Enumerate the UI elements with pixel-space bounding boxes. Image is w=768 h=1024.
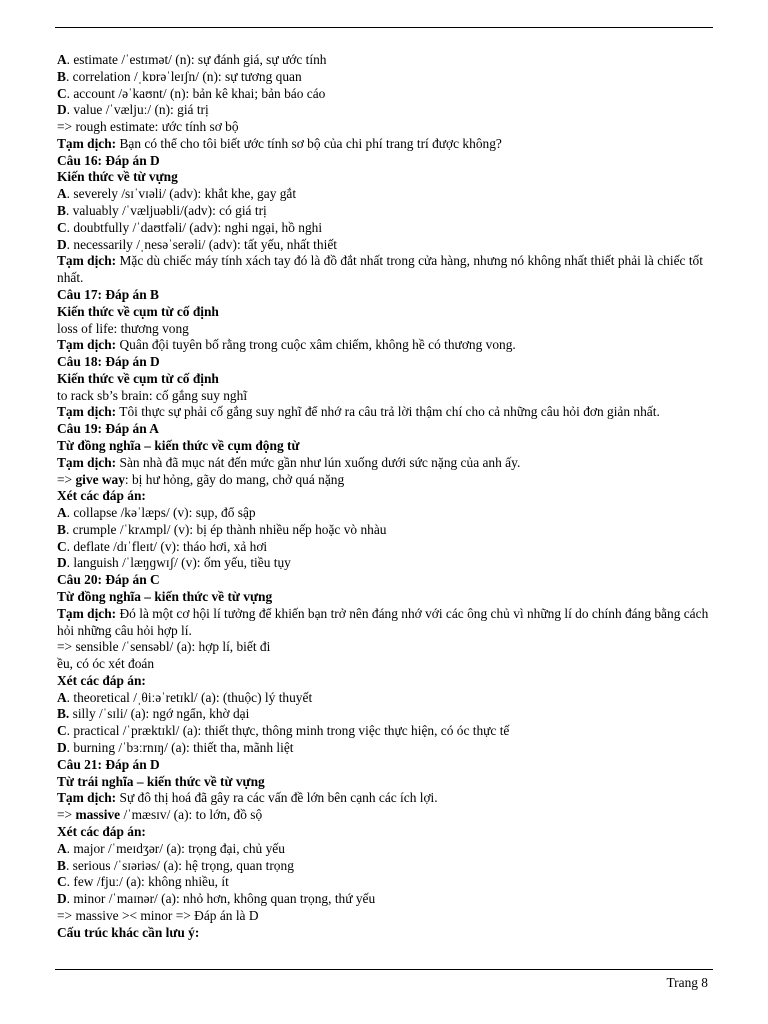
text-line (57, 388, 717, 405)
text-line (57, 237, 717, 254)
body-text: . valuably /ˈvæljuəbli/(adv): có giá trị (65, 203, 267, 219)
text-line (57, 706, 717, 723)
bold-text: Từ đồng nghĩa – kiến thức về cụm động từ (57, 437, 300, 453)
bold-text: Câu 21: Đáp án D (57, 756, 160, 772)
text-line (57, 69, 717, 86)
body-text: Quân đội tuyên bố rằng trong cuộc xâm chiếm, không hề có thương vong. (116, 337, 516, 353)
bold-text: massive (75, 807, 121, 823)
text-line (57, 539, 717, 556)
text-line (57, 472, 717, 489)
text-line (57, 790, 717, 807)
body-text: loss of life: thương vong (57, 320, 189, 336)
body-text: => rough estimate: ước tính sơ bộ (57, 119, 239, 135)
body-text: . practical /ˈpræktɪkl/ (a): thiết thực, thông minh trong việc thực hiện, có óc thực tế (66, 723, 510, 739)
body-text: silly /ˈsɪli/ (a): ngớ ngẩn, khờ dại (69, 706, 250, 722)
text-line (57, 690, 717, 707)
bold-text: Tạm dịch: (57, 790, 117, 806)
text-line (57, 354, 717, 371)
bold-text: D (57, 102, 67, 118)
body-text: => sensible /ˈsensəbl/ (a): hợp lí, biết đi (57, 639, 271, 655)
body-text: . crumple /ˈkrʌmpl/ (v): bị ép thành nhiều nếp hoặc vò nhàu (65, 521, 387, 537)
bold-text: B (57, 68, 66, 84)
text-line (57, 639, 717, 656)
bold-text: B (57, 203, 66, 219)
bold-text: C (57, 874, 67, 890)
bold-text: Câu 17: Đáp án B (57, 286, 159, 302)
text-line (57, 337, 717, 354)
text-line (57, 186, 717, 203)
body-text: . minor /ˈmaɪnər/ (a): nhỏ hơn, không quan trọng, thứ yếu (66, 891, 376, 907)
body-text: . severely /sɪˈvɪəli/ (adv): khắt khe, gay gắt (66, 186, 297, 202)
body-text: . deflate /dɪˈfleɪt/ (v): tháo hơi, xả hơi (66, 538, 268, 554)
bold-text: give way (75, 471, 125, 487)
footer-rule (55, 969, 713, 970)
text-line (57, 757, 717, 774)
text-line (57, 287, 717, 304)
body-text: Bạn có thể cho tôi biết ước tính sơ bộ của chi phí trang trí được không? (116, 135, 502, 151)
bold-text: Cấu trúc khác cần lưu ý: (57, 924, 200, 940)
text-line (57, 858, 717, 875)
body-text: . collapse /kəˈlæps/ (v): sụp, đổ sập (66, 505, 256, 521)
bold-text: Tạm dịch: (57, 337, 117, 353)
body-text: . languish /ˈlæŋɡwɪʃ/ (v): ốm yếu, tiều tụy (66, 555, 291, 571)
text-line (57, 774, 717, 791)
bold-text: D (57, 555, 67, 571)
text-line (57, 606, 717, 640)
bold-text: A (57, 52, 67, 67)
bold-text: Xét các đáp án: (57, 823, 146, 839)
text-line (57, 572, 717, 589)
bold-text: B. (57, 706, 70, 722)
text-line (57, 555, 717, 572)
text-line (57, 253, 717, 287)
bold-text: A (57, 689, 67, 705)
bold-text: D (57, 891, 67, 907)
text-line (57, 203, 717, 220)
text-line (57, 455, 717, 472)
bold-text: A (57, 840, 67, 856)
bold-text: Xét các đáp án: (57, 672, 146, 688)
text-line (57, 404, 717, 421)
text-line (57, 656, 717, 673)
text-line (57, 86, 717, 103)
body-text: . theoretical /ˌθiːəˈretɪkl/ (a): (thuộc) lý thuyết (66, 689, 313, 705)
body-text: Mặc dù chiếc máy tính xách tay đó là đồ đắt nhất trong cửa hàng, nhưng nó không nhất thiết phải là chiếc tốt nhất. (57, 253, 703, 286)
text-line (57, 589, 717, 606)
bold-text: Tạm dịch: (57, 253, 117, 269)
text-line (57, 740, 717, 757)
bold-text: Câu 20: Đáp án C (57, 572, 160, 588)
text-line (57, 421, 717, 438)
text-line (57, 371, 717, 388)
text-line (57, 488, 717, 505)
bold-text: B (57, 521, 66, 537)
body-text: . burning /ˈbɜːrnɪŋ/ (a): thiết tha, mãnh liệt (66, 740, 294, 756)
text-line (57, 136, 717, 153)
body-text: . value /ˈvæljuː/ (n): giá trị (66, 102, 209, 118)
body-text: . major /ˈmeɪdʒər/ (a): trọng đại, chủ yếu (66, 840, 285, 856)
bold-text: Kiến thức về từ vựng (57, 169, 178, 185)
body-text: . correlation /ˌkɒrəˈleɪʃn/ (n): sự tương quan (65, 68, 302, 84)
text-line (57, 52, 717, 69)
body-text: to rack sb’s brain: cố gắng suy nghĩ (57, 387, 248, 403)
bold-text: Kiến thức về cụm từ cố định (57, 303, 219, 319)
body-text: . estimate /ˈestɪmət/ (n): sự đánh giá, sự ước tính (66, 52, 327, 67)
body-text: Sàn nhà đã mục nát đến mức gần như lún xuống dưới sức nặng của anh ấy. (116, 454, 521, 470)
body-text: => (57, 471, 76, 487)
text-line (57, 220, 717, 237)
body-text: => massive >< minor => Đáp án là D (57, 907, 259, 923)
bold-text: Câu 18: Đáp án D (57, 354, 160, 370)
body-text: . necessarily /ˌnesəˈserəli/ (adv): tất yếu, nhất thiết (66, 236, 337, 252)
text-line (57, 807, 717, 824)
body-text: : bị hư hỏng, gãy do mang, chở quá nặng (124, 471, 345, 487)
bold-text: Tạm dịch: (57, 454, 117, 470)
text-line (57, 841, 717, 858)
text-line (57, 908, 717, 925)
body-text: . serious /ˈsɪəriəs/ (a): hệ trọng, quan trọng (65, 857, 294, 873)
bold-text: Từ đồng nghĩa – kiến thức về từ vựng (57, 589, 273, 604)
text-line (57, 505, 717, 522)
text-line (57, 153, 717, 170)
text-line (57, 438, 717, 455)
body-text: Đó là một cơ hội lí tưởng để khiến bạn trở nên đáng nhớ với các ông chủ vì những lí do chính đáng bằng cách hỏi những câu hỏi hợp lí. (57, 605, 709, 638)
bold-text: D (57, 236, 67, 252)
document-body (57, 52, 717, 941)
bold-text: A (57, 186, 67, 202)
bold-text: Câu 16: Đáp án D (57, 152, 160, 168)
bold-text: A (57, 505, 67, 521)
bold-text: Kiến thức về cụm từ cố định (57, 370, 219, 386)
text-line (57, 304, 717, 321)
text-line (57, 321, 717, 338)
text-line (57, 102, 717, 119)
bold-text: Từ trái nghĩa – kiến thức về từ vựng (57, 773, 265, 789)
bold-text: Tạm dịch: (57, 404, 117, 420)
body-text: Sự đô thị hoá đã gây ra các vấn đề lớn bên cạnh các ích lợi. (116, 790, 438, 806)
bold-text: C (57, 85, 67, 101)
bold-text: C (57, 723, 67, 739)
body-text: ều, có óc xét đoán (57, 656, 155, 672)
page-number: Trang 8 (666, 975, 708, 990)
bold-text: Câu 19: Đáp án A (57, 421, 159, 437)
bold-text: Tạm dịch: (57, 605, 117, 621)
bold-text: Xét các đáp án: (57, 488, 146, 504)
text-line (57, 891, 717, 908)
bold-text: B (57, 857, 66, 873)
body-text: Tôi thực sự phải cố gắng suy nghĩ để nhớ ra câu trả lời thậm chí cho cả những câu hỏi đơn giản nhất. (116, 404, 660, 420)
header-rule (55, 27, 713, 28)
text-line (57, 824, 717, 841)
bold-text: D (57, 740, 67, 756)
text-line (57, 169, 717, 186)
text-line (57, 874, 717, 891)
body-text: => (57, 807, 76, 823)
body-text: . account /əˈkaʊnt/ (n): bản kê khai; bản báo cáo (66, 85, 326, 101)
text-line (57, 723, 717, 740)
bold-text: Tạm dịch: (57, 135, 117, 151)
text-line (57, 925, 717, 942)
text-line (57, 673, 717, 690)
body-text: . few /fjuː/ (a): không nhiều, ít (66, 874, 229, 890)
bold-text: C (57, 538, 67, 554)
body-text: . doubtfully /ˈdaʊtfəli/ (adv): nghi ngại, hồ nghi (66, 219, 323, 235)
text-line (57, 119, 717, 136)
bold-text: C (57, 219, 67, 235)
body-text: /ˈmæsɪv/ (a): to lớn, đồ sộ (120, 807, 263, 823)
text-line (57, 522, 717, 539)
